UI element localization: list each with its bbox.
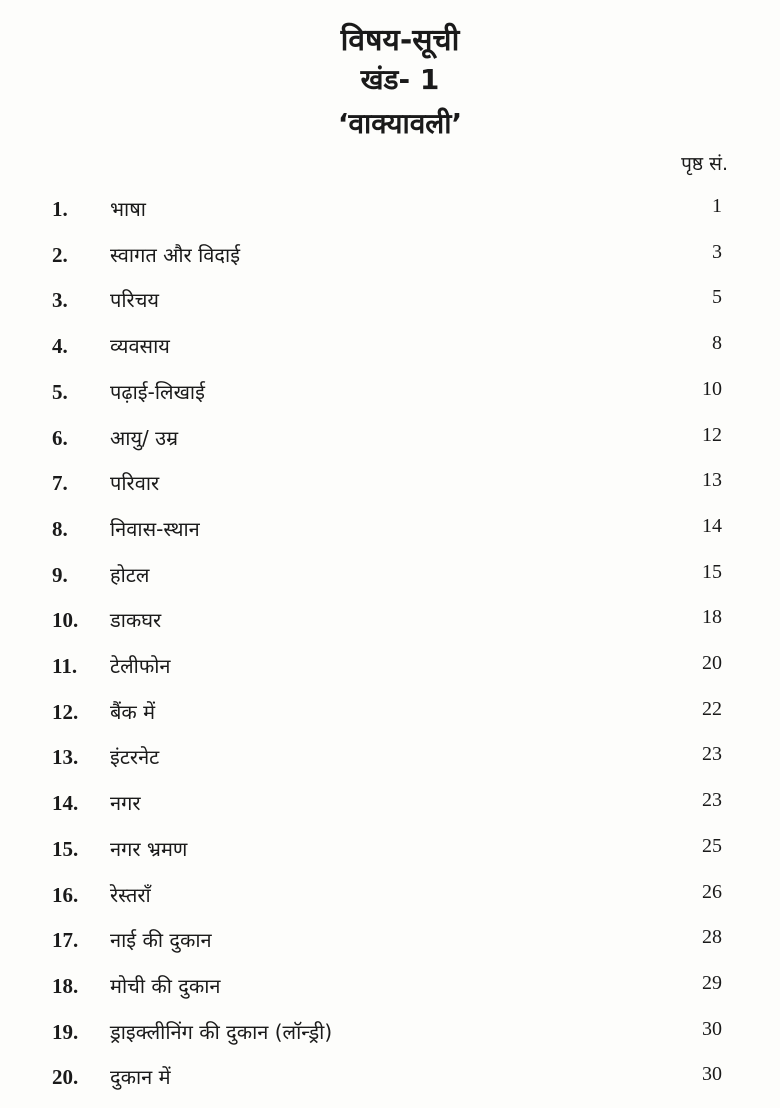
entry-number: 9.	[52, 562, 68, 587]
entry-number: 6.	[52, 425, 68, 450]
toc-entry	[0, 971, 780, 1014]
toc-entry	[0, 240, 780, 283]
entry-number: 3.	[52, 288, 68, 313]
entry-title: रेस्तराँ	[110, 882, 151, 907]
entry-page-number: 8	[712, 332, 722, 355]
entry-title: टेलीफोन	[110, 654, 171, 678]
entry-number: 15.	[52, 836, 79, 861]
entry-page-number: 30	[702, 1017, 722, 1040]
entry-title: होटल	[110, 562, 150, 587]
section-heading: खंड- 1	[360, 63, 440, 96]
entry-number: 18.	[52, 973, 79, 998]
entry-title: परिवार	[110, 471, 160, 496]
entry-number: 13.	[52, 745, 79, 770]
entry-title: दुकान में	[110, 1065, 171, 1090]
toc-entry	[0, 288, 780, 328]
entry-title: नगर	[110, 791, 141, 816]
toc-entry	[0, 377, 780, 420]
entry-number: 11.	[52, 654, 78, 678]
entry-title: आयु/ उम्र	[110, 425, 179, 450]
entry-title: मोची की दुकान	[110, 973, 221, 998]
entry-number: 20.	[52, 1065, 79, 1090]
toc-entry	[0, 197, 780, 237]
entry-number: 2.	[52, 242, 68, 267]
entry-title: भाषा	[110, 197, 146, 221]
entry-number: 1.	[52, 197, 68, 221]
entry-title: इंटरनेट	[110, 745, 160, 770]
toc-entry	[0, 791, 780, 831]
entry-page-number: 15	[702, 560, 722, 583]
entry-number: 19.	[52, 1019, 79, 1044]
entry-number: 8.	[52, 516, 68, 541]
toc-entry	[0, 423, 780, 466]
entry-title: नाई की दुकान	[110, 928, 212, 953]
entry-page-number: 10	[702, 377, 722, 400]
toc-entry	[0, 928, 780, 968]
entry-page-number: 26	[702, 880, 722, 903]
entry-title: पढ़ाई-लिखाई	[110, 379, 205, 404]
entry-number: 5.	[52, 379, 68, 404]
entry-page-number: 22	[702, 697, 722, 720]
toc-entry	[0, 560, 780, 603]
entry-page-number: 18	[702, 606, 722, 629]
entry-title: व्यवसाय	[110, 334, 170, 359]
entry-page-number: 14	[702, 514, 722, 537]
entry-page-number: 23	[702, 789, 722, 812]
toc-entry	[0, 1017, 780, 1060]
entry-page-number: 3	[712, 240, 722, 263]
entry-number: 17.	[52, 928, 79, 953]
entry-page-number: 13	[702, 469, 722, 492]
toc-entry	[0, 1065, 780, 1105]
toc-entry	[0, 880, 780, 923]
entry-title: परिचय	[110, 288, 160, 313]
page-title: विषय-सूची	[340, 23, 460, 58]
entry-title: बैंक में	[110, 699, 156, 724]
toc-entry	[0, 514, 780, 557]
toc-entry	[0, 471, 780, 511]
entry-page-number: 25	[702, 834, 722, 857]
entry-page-number: 30	[702, 1063, 722, 1086]
toc-entry	[0, 334, 780, 374]
entry-number: 16.	[52, 882, 79, 907]
page-number-column-header: पृष्ठ सं.	[681, 153, 728, 175]
entry-title: ड्राइक्लीनिंग की दुकान (लॉन्ड्री)	[110, 1019, 333, 1044]
toc-entry	[0, 834, 780, 877]
entry-number: 10.	[52, 608, 79, 633]
entry-number: 7.	[52, 471, 68, 496]
toc-entry	[0, 697, 780, 740]
entry-page-number: 29	[702, 971, 722, 994]
entry-title: निवास-स्थान	[110, 516, 200, 541]
section-subtitle: ‘वाक्यावली’	[337, 107, 463, 140]
entry-page-number: 5	[712, 286, 722, 309]
entry-title: स्वागत और विदाई	[110, 242, 241, 267]
entry-page-number: 28	[702, 926, 722, 949]
entry-page-number: 20	[702, 652, 722, 674]
entry-title: डाकघर	[110, 608, 162, 633]
entry-title: नगर भ्रमण	[110, 836, 188, 861]
toc-entry	[0, 745, 780, 785]
entry-page-number: 1	[712, 195, 722, 217]
entry-page-number: 23	[702, 743, 722, 766]
entry-page-number: 12	[702, 423, 722, 446]
toc-entry	[0, 654, 780, 694]
entry-number: 12.	[52, 699, 79, 724]
entry-number: 4.	[52, 334, 68, 359]
entry-number: 14.	[52, 791, 79, 816]
toc-entry	[0, 608, 780, 648]
